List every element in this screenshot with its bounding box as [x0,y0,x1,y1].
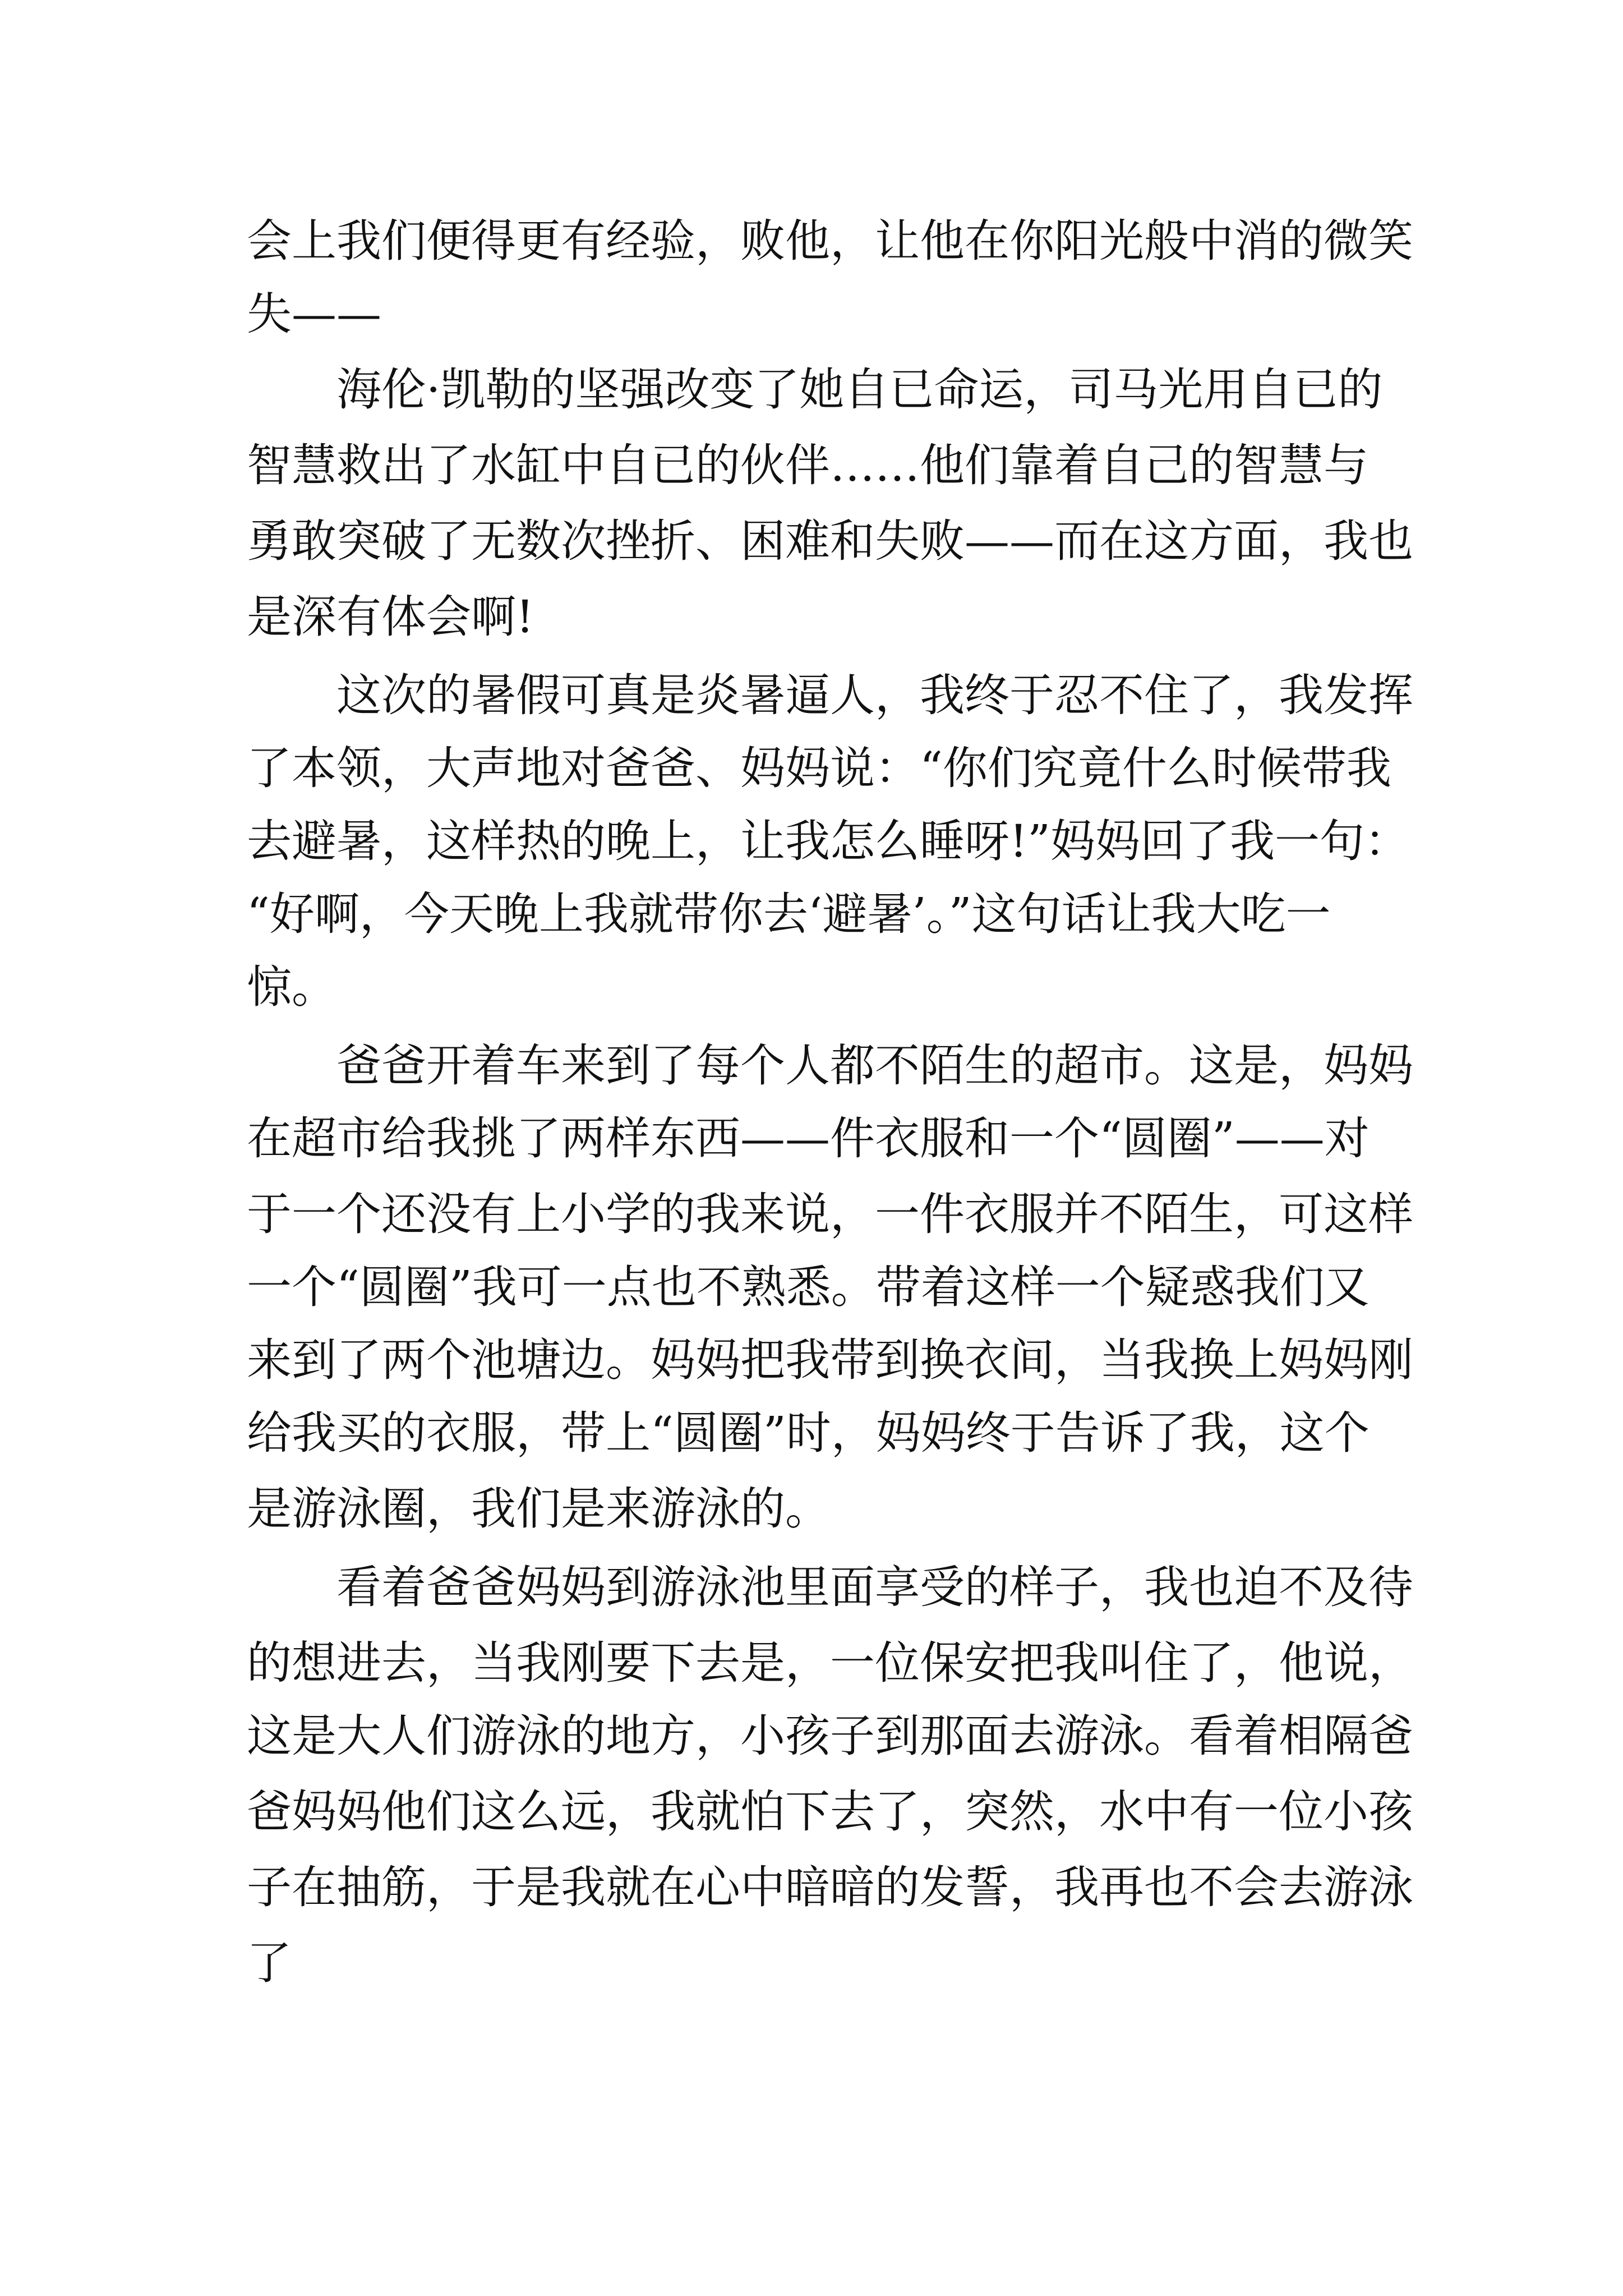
paragraph-4-line-5: 来到了两个池塘边。妈妈把我带到换衣间，当我换上妈妈刚 [247,1334,1413,1386]
paragraph-5-line-6: 了 [247,1937,292,1989]
paragraph-2-line-3: 勇敢突破了无数次挫折、困难和失败——而在这方面，我也 [247,515,1413,567]
paragraph-4-line-2: 在超市给我挑了两样东西——件衣服和一个“圆圈”——对 [247,1112,1370,1165]
paragraph-4-line-4: 一个“圆圈”我可一点也不熟悉。带着这样一个疑惑我们又 [247,1261,1370,1313]
paragraph-2-line-4: 是深有体会啊! [247,591,534,643]
paragraph-2-line-2: 智慧救出了水缸中自已的伙伴……他们靠着自己的智慧与 [247,439,1368,491]
paragraph-1-line-1: 会上我们便得更有经验，败他，让他在你阳光般中消的微笑 [247,215,1413,267]
paragraph-3-line-5: 惊。 [247,961,336,1013]
paragraph-3-line-2: 了本领，大声地对爸爸、妈妈说：“你们究竟什么时候带我 [247,742,1391,794]
paragraph-1-line-2: 失—— [247,288,381,340]
paragraph-5-line-4: 爸妈妈他们这么远，我就怕下去了，突然，水中有一位小孩 [247,1786,1413,1838]
paragraph-4-line-6: 给我买的衣服，带上“圆圈”时，妈妈终于告诉了我，这个 [247,1407,1370,1459]
paragraph-3-line-4: “好啊，今天晚上我就带你去‘避暑’。”这句话让我大吃一 [247,888,1331,940]
paragraph-3-line-1: 这次的暑假可真是炎暑逼人，我终于忍不住了，我发挥 [336,669,1413,721]
paragraph-5-line-1: 看着爸爸妈妈到游泳池里面享受的样子，我也迫不及待 [336,1561,1413,1613]
paragraph-5-line-5: 子在抽筋，于是我就在心中暗暗的发誓，我再也不会去游泳 [247,1861,1413,1913]
paragraph-4-line-3: 于一个还没有上小学的我来说，一件衣服并不陌生，可这样 [247,1188,1413,1240]
paragraph-5-line-2: 的想进去，当我刚要下去是，一位保安把我叫住了，他说， [247,1637,1413,1689]
paragraph-4-line-7: 是游泳圈，我们是来游泳的。 [247,1483,830,1535]
paragraph-2-line-1: 海伦·凯勒的坚强改变了她自已命运，司马光用自已的 [336,364,1383,416]
paragraph-3-line-3: 去避暑，这样热的晚上，让我怎么睡呀!”妈妈回了我一句： [247,815,1410,867]
paragraph-5-line-3: 这是大人们游泳的地方，小孩子到那面去游泳。看着相隔爸 [247,1710,1413,1762]
paragraph-4-line-1: 爸爸开着车来到了每个人都不陌生的超市。这是，妈妈 [336,1039,1413,1092]
